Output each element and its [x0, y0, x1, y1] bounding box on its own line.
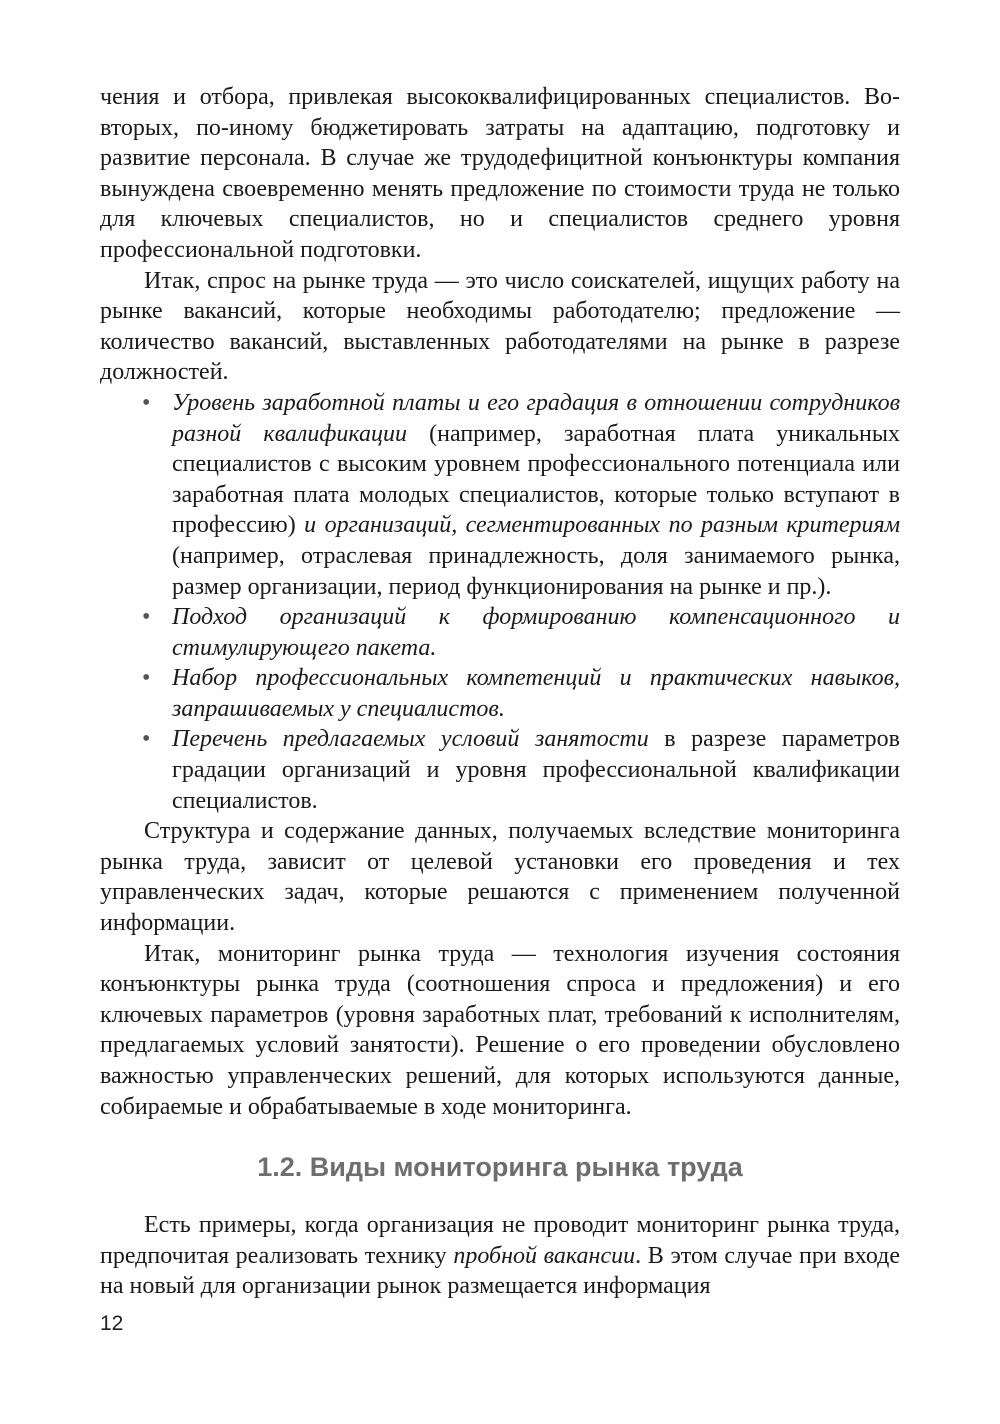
bullet-icon: • [142, 665, 151, 692]
page-number: 12 [100, 1312, 124, 1335]
list-item-text: (например, заработная плата уникальных специалистов с высоким уровнем профессионального потенциала или заработная плата молодых специалистов, которые только вступают в профессию) [172, 420, 900, 539]
list-item [100, 388, 900, 602]
paragraph-supply-demand: Итак, спрос на рынке труда — это число соискателей, ищущих работу на рынке вакансий, которые необходимы работодателю; предложение — количество вакансий, выставленных работодателями на рынке в разрезе должностей. [100, 267, 900, 386]
bullet-icon: • [142, 726, 151, 753]
paragraph-structure: Структура и содержание данных, получаемых вследствие мониторинга рынка труда, зависит от целевой установки его проведения и тех управленческих задач, которые решаются с применением полученной информации. [100, 818, 900, 937]
paragraph-intro: чения и отбора, привлекая высококвалифицированных специалистов. Во-вторых, по-иному бюджетировать затраты на адаптацию, подготовку и развитие персонала. В случае же трудодефицитной конъюнктуры компания вынуждена своевременно менять предложение по стоимости труда не только для ключевых специалистов, но и специалистов среднего уровня профессиональной подготовки. [100, 84, 900, 263]
paragraph-monitoring-definition: Итак, мониторинг рынка труда — технология изучения состояния конъюнктуры рынка труда (соотношения спроса и предложения) и его ключевых параметров (уровня заработных плат, требований к исполнителям, предлагаемых условий занятости). Решение о его проведении обусловлено важностью управленческих решений, для которых используются данные, собираемые и обрабатываемые в ходе мониторинга. [100, 940, 900, 1120]
list-item-emphasis: Уровень заработной платы и его градация в отношении сотрудников разной квалификации [172, 389, 900, 447]
list-item-emphasis: Набор профессиональных компетенций и практических навыков, запрашиваемых у специалистов. [172, 665, 900, 722]
list-item-emphasis: Перечень предлагаемых условий занятости [172, 726, 649, 753]
paragraph-trial-vacancy [100, 1210, 900, 1302]
list-item [100, 724, 900, 816]
page-body [100, 82, 900, 1302]
list-item-text: в разрезе параметров градации организаций и уровня профессиональной квалификации специалистов. [172, 726, 900, 814]
term-emphasis: пробной вакансии [453, 1242, 636, 1269]
bullet-icon: • [142, 389, 151, 416]
list-item [100, 663, 900, 724]
list-item-emphasis: и организаций, сегментированных по разным критериям [304, 512, 901, 539]
list-item [100, 602, 900, 663]
section-heading: 1.2. Виды мониторинга рынка труда [257, 1152, 743, 1183]
list-item-text: (например, отраслевая принадлежность, доля занимаемого рынка, размер организации, период функционирования на рынке и пр.). [172, 542, 900, 600]
bullet-icon: • [142, 604, 151, 631]
paragraph-text: . В этом случае при входе на новый для организации рынок размещается информация [100, 1242, 900, 1300]
list-item-emphasis: Подход организаций к формированию компенсационного и стимулирующего пакета. [172, 604, 900, 661]
paragraph-text: Есть примеры, когда организация не проводит мониторинг рынка труда, предпочитая реализовать технику [100, 1212, 900, 1269]
bullet-list [100, 388, 900, 816]
